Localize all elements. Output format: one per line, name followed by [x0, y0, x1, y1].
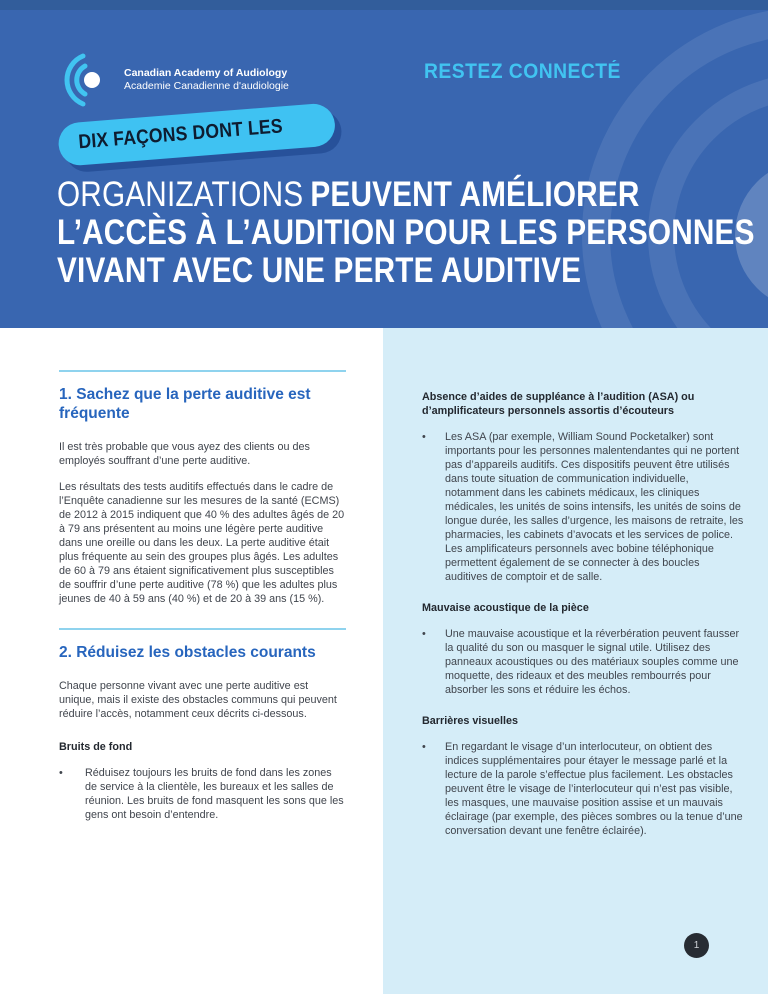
bullet-text: En regardant le visage d’un interlocuteur, on obtient des indices supplémentaires pour étayer le message parlé et la lecture de la parole s’effectue plus facilement. Les obstacles peuvent être le visage de l’interlocuteur qui n’est pas visible, les masques, une mauvaise position assise et un mauvais éclairage (par exemple, des pièces sombres ou la tenue d’une conversation devant une fenêtre éclairée). [445, 741, 743, 837]
header-top-strip [0, 0, 768, 10]
sound-wave-logo-icon [58, 50, 110, 110]
logo-name-fr: Academie Canadienne d'audiologie [124, 80, 289, 92]
title-bold-part: PEUVENT AMÉLIORER [310, 175, 640, 214]
bullet-icon: • [59, 767, 63, 779]
right-section-3-heading: Barrières visuelles [422, 715, 519, 727]
badge-label: DIX FAÇONS DONT LES [77, 115, 284, 154]
list-item [59, 766, 346, 822]
logo-text [124, 67, 289, 93]
header-band [0, 0, 768, 328]
right-section-3 [422, 714, 744, 838]
title-line-2: L’ACCÈS À L’AUDITION POUR LES PERSONNES [57, 213, 755, 252]
logo-name-en: Canadian Academy of Audiology [124, 67, 288, 79]
caa-logo [58, 50, 289, 110]
list-item [422, 740, 744, 838]
tagline: RESTEZ CONNECTÉ [424, 60, 621, 83]
bullet-text: Réduisez toujours les bruits de fond dans les zones de service à la clientèle, les bureaux et les salles de réunion. Les bruits de fond masquent les sons que les gens ont besoin d’entendre. [85, 767, 344, 821]
badge-wrap [57, 102, 336, 167]
section-1-heading: 1. Sachez que la perte auditive est fréquente [59, 386, 311, 422]
page-title [57, 176, 768, 290]
section-1-paragraph-1: Il est très probable que vous ayez des clients ou des employés souffrant d’une perte auditive. [59, 441, 310, 467]
left-column [59, 370, 346, 838]
bullet-text: Une mauvaise acoustique et la réverbération peuvent fausser la qualité du son ou masquer le signal utile. Utilisez des panneaux acoustiques ou des matériaux souples comme une moquette, des rideaux et des meubles rembourrés pour absorber les sons et réduire les échos. [445, 628, 740, 696]
bullet-icon: • [422, 628, 426, 640]
section-1-paragraph-2: Les résultats des tests auditifs effectués dans le cadre de l’Enquête canadienne sur les mesures de la santé (ECMS) de 2012 à 2015 indiquent que 40 % des adultes âgés de 20 à 79 ans présentent au moins une légère perte auditive dans une oreille ou dans les deux. La perte auditive était plus fréquente au sein des groupes plus âgés. Les adultes de 60 à 79 ans étaient significativement plus susceptibles de souffrir d’une perte auditive (78 %) que les adultes plus jeunes de 40 à 59 ans (40 %) et de 20 à 39 ans (15 %). [59, 481, 345, 605]
section-divider [59, 628, 346, 630]
title-light-part: ORGANIZATIONS [57, 175, 304, 214]
list-item [422, 430, 744, 584]
title-line-3: VIVANT AVEC UNE PERTE AUDITIVE [57, 251, 582, 290]
title-line-1 [57, 176, 755, 214]
subheading-bruits-de-fond: Bruits de fond [59, 741, 133, 753]
section-2-heading: 2. Réduisez les obstacles courants [59, 644, 316, 661]
right-column [383, 328, 768, 994]
ten-ways-badge [57, 102, 336, 167]
bullet-text: Les ASA (par exemple, William Sound Pocketalker) sont importants pour les personnes malentendantes qui ne portent pas d’appareils auditifs. Ces dispositifs peuvent être utilisés dans toute situation de communication individuelle, notamment dans les cabinets médicaux, les cliniques médicales, les unités de soins intensifs, les unités de soins de longue durée, les salles d’urgence, les maisons de retraite, les pharmacies, les cabinets d’avocats et les services de police. Les amplificateurs personnels avec bobine téléphonique permettent également de se connecter à des boucles auditives de comptoir et de salle. [445, 431, 744, 583]
section-2-paragraph-1: Chaque personne vivant avec une perte auditive est unique, mais il existe des obstacles communs qui peuvent réduire l’accès, notamment ceux décrits ci-dessous. [59, 680, 337, 720]
right-section-2 [422, 601, 744, 697]
bullet-icon: • [422, 741, 426, 753]
section-divider [59, 370, 346, 372]
right-section-2-heading: Mauvaise acoustique de la pièce [422, 602, 589, 614]
right-section-1-heading: Absence d’aides de suppléance à l’audition (ASA) ou d’amplificateurs personnels assortis d’écouteurs [422, 391, 695, 417]
section-2 [59, 628, 346, 822]
bullet-icon: • [422, 431, 426, 443]
page-number-badge: 1 [684, 933, 709, 958]
right-section-1 [422, 390, 744, 584]
list-item [422, 627, 744, 697]
section-1 [59, 370, 346, 606]
